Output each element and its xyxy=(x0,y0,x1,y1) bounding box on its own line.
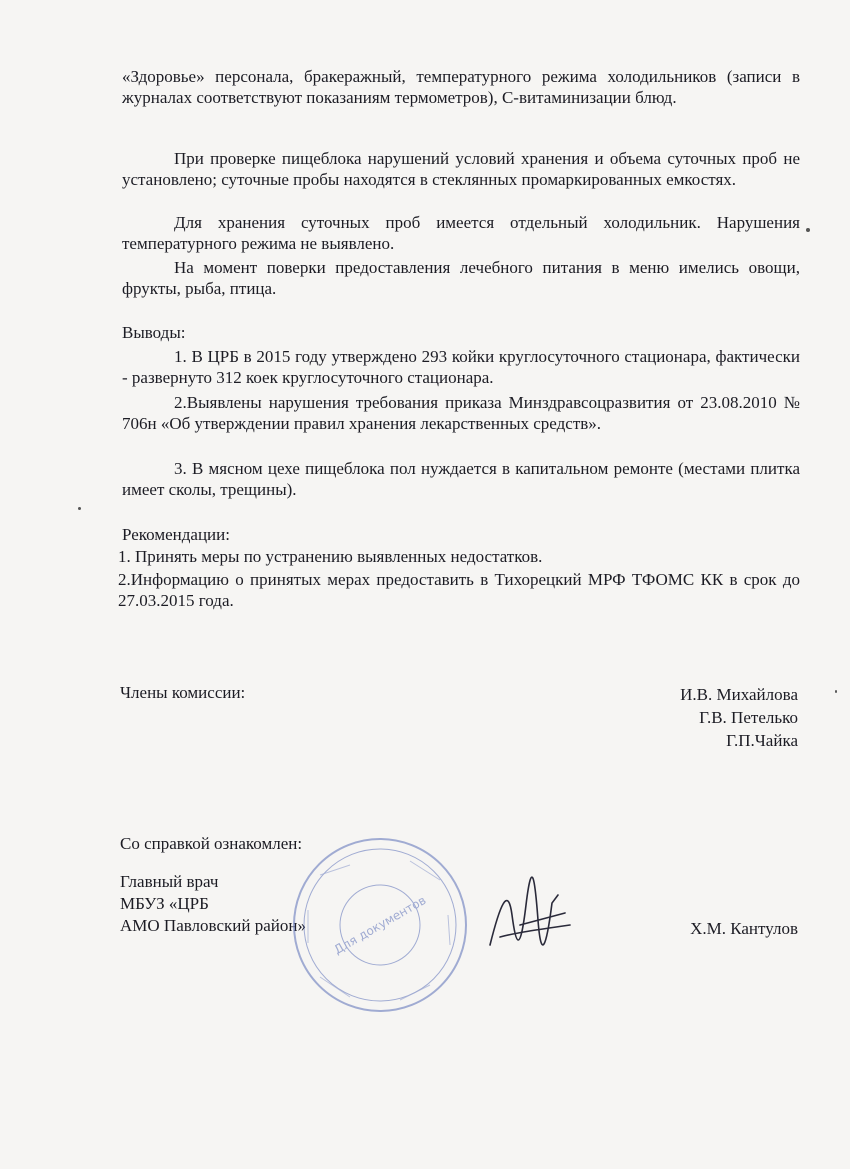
conclusion-item: 1. В ЦРБ в 2015 году утверждено 293 койки круглосуточного стационара, фактически - развернуто 312 коек круглосуточного стационара. xyxy=(122,347,800,387)
stamp-text: Для документов xyxy=(331,892,429,958)
conclusions-heading: Выводы: xyxy=(122,323,186,342)
recommendation-item: 2.Информацию о принятых мерах предоставить в Тихорецкий МРФ ТФОМС КК в срок до 27.03.2015 года. xyxy=(118,570,800,610)
position-line: АМО Павловский район» xyxy=(120,916,306,935)
commission-member: Г.В. Петелько xyxy=(699,708,798,727)
body-paragraph: При проверке пищеблока нарушений условий хранения и объема суточных проб не установлено; суточные пробы находятся в стеклянных промаркированных емкостях. xyxy=(122,149,800,189)
recommendation-item: 1. Принять меры по устранению выявленных недостатков. xyxy=(118,547,543,566)
body-paragraph: Для хранения суточных проб имеется отдельный холодильник. Нарушения температурного режима не выявлено. xyxy=(122,213,800,253)
recommendations-heading: Рекомендации: xyxy=(122,525,230,544)
round-stamp-icon xyxy=(290,835,470,1015)
scan-speck xyxy=(806,228,810,232)
commission-label: Члены комиссии: xyxy=(120,683,246,702)
position-line: МБУЗ «ЦРБ xyxy=(120,894,209,913)
body-paragraph: «Здоровье» персонала, бракеражный, температурного режима холодильников (записи в журналах соответствуют показаниям термометров), С-витаминизации блюд. xyxy=(122,67,800,107)
commission-member: Г.П.Чайка xyxy=(726,731,798,750)
conclusion-item: 3. В мясном цехе пищеблока пол нуждается в капитальном ремонте (местами плитка имеет сколы, трещины). xyxy=(122,459,800,499)
scan-speck xyxy=(835,690,837,693)
signature-icon xyxy=(480,875,580,965)
position-line: Главный врач xyxy=(120,872,219,891)
chief-doctor-name: Х.М. Кантулов xyxy=(690,919,798,938)
acknowledgement-label: Со справкой ознакомлен: xyxy=(120,834,303,853)
body-paragraph: На момент поверки предоставления лечебного питания в меню имелись овощи, фрукты, рыба, птица. xyxy=(122,258,800,298)
scan-speck xyxy=(78,507,81,510)
commission-member: И.В. Михайлова xyxy=(680,685,798,704)
conclusion-item: 2.Выявлены нарушения требования приказа Минздравсоцразвития от 23.08.2010 № 706н «Об утверждении правил хранения лекарственных средств». xyxy=(122,393,800,433)
